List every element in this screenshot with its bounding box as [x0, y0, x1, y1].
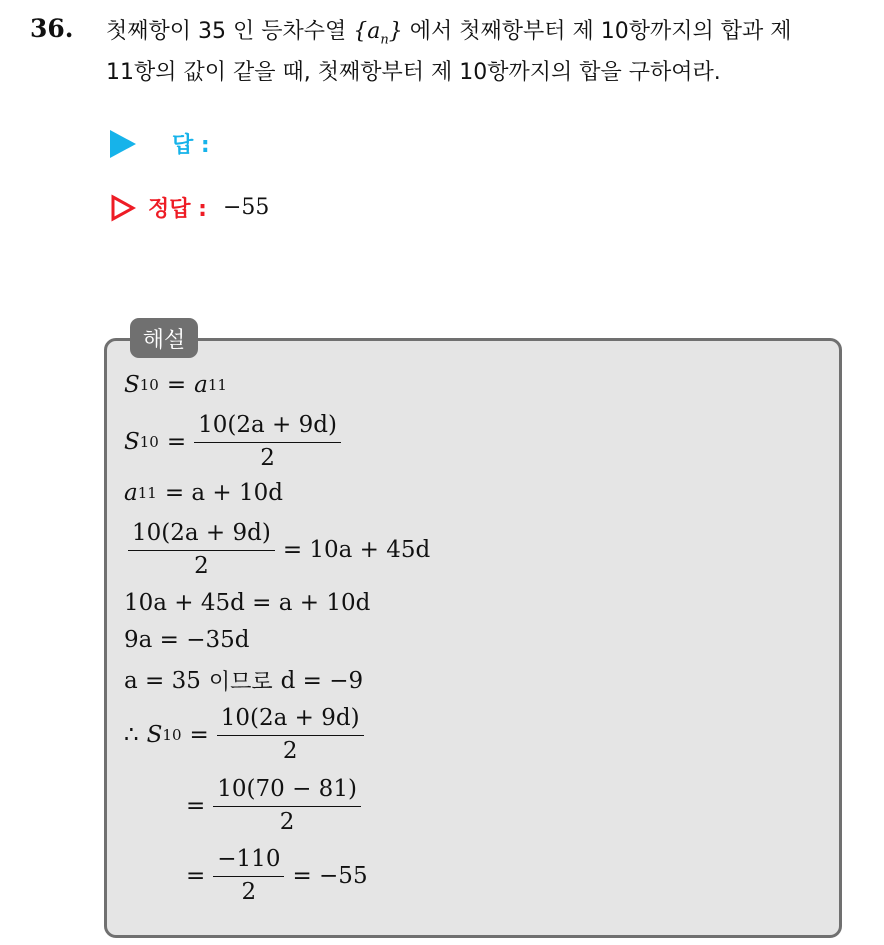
term-subscript: 11	[137, 484, 157, 502]
correct-answer-row	[110, 192, 269, 223]
denominator: 2	[241, 878, 257, 905]
outline-arrow-icon	[110, 194, 136, 222]
sum-symbol: S	[124, 429, 140, 456]
explanation-line-3	[124, 480, 283, 506]
term-subscript: 11	[207, 376, 227, 394]
therefore-symbol: ∴	[124, 722, 139, 749]
explanation-line-5: 10a + 45d = a + 10d	[124, 590, 371, 616]
equals: =	[186, 863, 206, 890]
rhs-expression: = 10a + 45d	[282, 537, 431, 564]
question-text-part: 에서 첫째항부터 제 10항까지의 합과 제	[402, 19, 792, 44]
explanation-line-4	[120, 520, 430, 580]
answer-row	[110, 128, 210, 159]
question-text-line1	[106, 14, 866, 47]
question-text-line2: 11항의 값이 같을 때, 첫째항부터 제 10항까지의 합을 구하여라.	[106, 60, 721, 85]
explanation-line-6: 9a = −35d	[124, 627, 250, 653]
correct-answer-value: −55	[222, 195, 270, 220]
denominator: 2	[282, 737, 298, 764]
denominator: 2	[260, 444, 275, 471]
numerator: 10(2a + 9d)	[194, 412, 341, 443]
explanation-line-2	[124, 412, 349, 472]
equals: =	[166, 372, 187, 398]
fraction	[128, 520, 275, 580]
correct-answer-label: 정답 :	[148, 197, 207, 222]
question-number: 36.	[30, 14, 74, 43]
seq-sub: n	[380, 32, 389, 48]
answer-label: 답 :	[172, 133, 210, 158]
term-symbol: a	[124, 480, 138, 506]
sum-symbol: S	[146, 722, 163, 749]
fraction	[217, 705, 364, 765]
explanation-line-10	[186, 846, 368, 906]
sum-subscript: 10	[139, 376, 159, 394]
rhs-expression: = a + 10d	[164, 480, 283, 506]
fraction	[213, 776, 361, 836]
sum-subscript: 10	[162, 726, 182, 745]
numerator: −110	[213, 846, 284, 877]
sum-symbol: S	[124, 372, 140, 398]
equals: =	[186, 793, 206, 820]
numerator: 10(2a + 9d)	[128, 520, 275, 551]
rhs-expression: d = −9	[280, 667, 364, 694]
equals: =	[166, 429, 187, 456]
explanation-tab: 해설	[130, 318, 198, 358]
explanation-line-7	[124, 665, 363, 696]
sequence-notation	[353, 19, 403, 48]
denominator: 2	[279, 808, 295, 835]
denominator: 2	[194, 552, 209, 579]
korean-connector: 이므로	[208, 670, 273, 695]
seq-var: a	[367, 19, 381, 44]
explanation-line-9	[186, 776, 369, 836]
term-symbol: a	[194, 372, 208, 398]
numerator: 10(2a + 9d)	[217, 705, 364, 736]
play-arrow-icon	[110, 130, 136, 158]
lhs-expression: a = 35	[124, 667, 201, 694]
seq-open-brace: {	[353, 19, 368, 44]
explanation-line-1	[124, 372, 227, 398]
numerator: 10(70 − 81)	[213, 776, 361, 807]
rhs-expression: = −55	[292, 863, 368, 890]
seq-close-brace: }	[388, 19, 403, 44]
explanation-line-8	[124, 705, 372, 765]
question-text-part: 첫째항이 35 인 등차수열	[106, 19, 354, 44]
sum-subscript: 10	[139, 433, 159, 452]
equals: =	[189, 722, 209, 749]
fraction	[194, 412, 341, 472]
fraction	[213, 846, 284, 906]
